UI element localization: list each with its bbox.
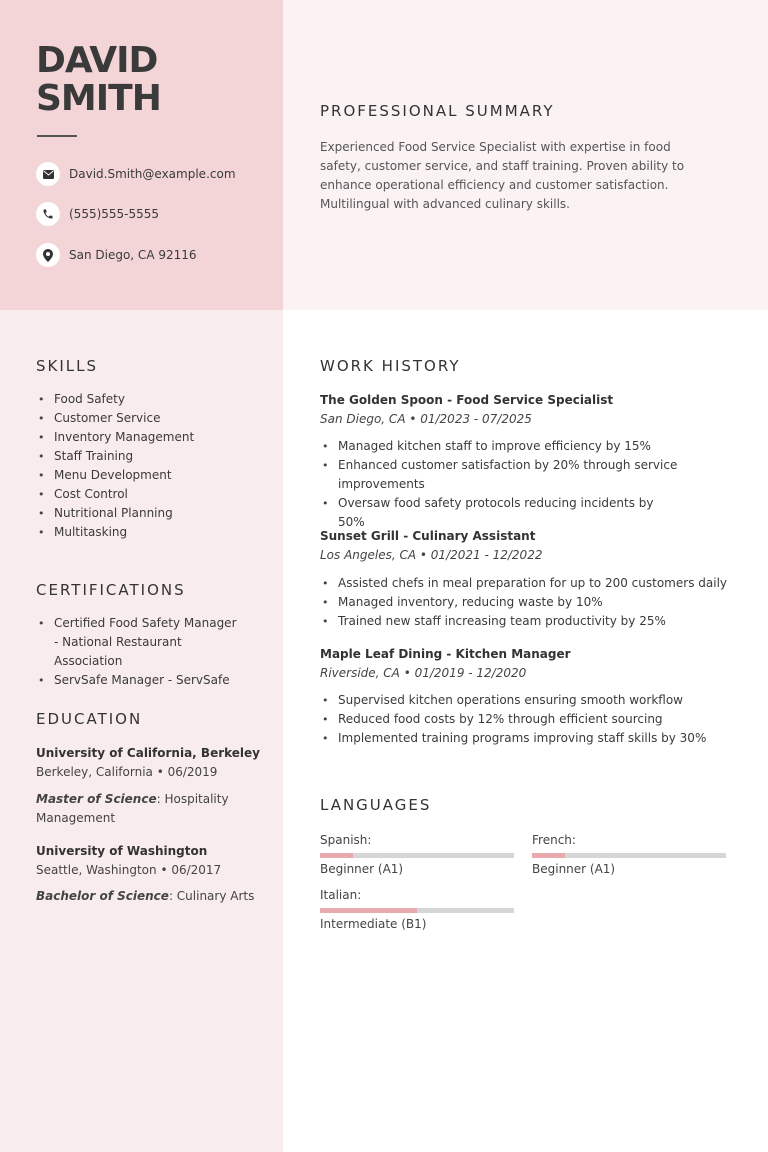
education-degree: Master of Science: Hospitality Management [36, 792, 229, 825]
language-proficiency-bar [320, 853, 514, 858]
list-item: • Reduced food costs by 12% through efficient sourcing [320, 710, 740, 729]
phone-text: (555)555-5555 [69, 207, 160, 221]
degree-name: Master of Science [36, 792, 157, 806]
language-proficiency-fill [320, 908, 417, 913]
name-divider [37, 135, 77, 137]
contact-location [36, 242, 276, 268]
language-proficiency-fill [320, 853, 353, 858]
list-item: • Certified Food Safety Manager - National Restaurant Association [36, 614, 242, 671]
summary-title: PROFESSIONAL SUMMARY [320, 102, 555, 120]
education-title: EDUCATION [36, 710, 143, 728]
job-heading: Sunset Grill - Culinary Assistant [320, 529, 536, 543]
language-level: Intermediate (B1) [320, 917, 427, 931]
summary-text: Experienced Food Service Specialist with expertise in food safety, customer service, and staff training. Proven ability to enhance operational efficiency and customer satisfaction. Multilingual with advanced culinary skills. [320, 140, 685, 211]
language-proficiency-bar [320, 908, 514, 913]
last-name: SMITH [36, 78, 161, 119]
list-item: • Trained new staff increasing team productivity by 25% [320, 612, 740, 631]
degree-name: Bachelor of Science [36, 889, 169, 903]
certifications-list [36, 614, 242, 690]
language-level: Beginner (A1) [532, 862, 616, 876]
list-item: • Cost Control [36, 485, 276, 504]
list-item: • Customer Service [36, 409, 276, 428]
language-proficiency-fill [532, 853, 565, 858]
certifications-title: CERTIFICATIONS [36, 581, 186, 599]
languages-title: LANGUAGES [320, 796, 432, 814]
degree-field: Culinary Arts [176, 889, 255, 903]
list-item: • Managed inventory, reducing waste by 10% [320, 593, 740, 612]
education-school: University of California, Berkeley [36, 746, 260, 760]
job-bullets [320, 574, 740, 631]
location-text: San Diego, CA 92116 [69, 248, 197, 262]
list-item: • Supervised kitchen operations ensuring smooth workflow [320, 691, 740, 710]
list-item: • Multitasking [36, 523, 276, 542]
map-pin-icon [36, 243, 60, 267]
list-item: • ServSafe Manager - ServSafe [36, 671, 242, 690]
job-bullets [320, 437, 680, 532]
contact-email [36, 161, 276, 187]
job-heading: Maple Leaf Dining - Kitchen Manager [320, 647, 571, 661]
list-item: • Enhanced customer satisfaction by 20% through service improvements [320, 456, 680, 494]
candidate-name [36, 42, 161, 118]
contact-phone [36, 201, 276, 227]
list-item: • Implemented training programs improving staff skills by 30% [320, 729, 740, 748]
skills-title: SKILLS [36, 357, 99, 375]
education-school: University of Washington [36, 844, 208, 858]
education-place-date: Berkeley, California • 06/2019 [36, 765, 218, 779]
phone-icon [36, 202, 60, 226]
first-name: DAVID [36, 40, 158, 81]
language-level: Beginner (A1) [320, 862, 404, 876]
list-item: • Oversaw food safety protocols reducing incidents by 50% [320, 494, 680, 532]
language-name: French: [532, 833, 576, 847]
envelope-icon [36, 162, 60, 186]
education-place-date: Seattle, Washington • 06/2017 [36, 863, 222, 877]
job-bullets [320, 691, 740, 748]
list-item: • Managed kitchen staff to improve efficiency by 15% [320, 437, 680, 456]
list-item: • Inventory Management [36, 428, 276, 447]
language-name: Italian: [320, 888, 362, 902]
work-title: WORK HISTORY [320, 357, 461, 375]
education-degree: Bachelor of Science: Culinary Arts [36, 889, 255, 903]
degree-field: Hospitality Management [36, 792, 229, 825]
list-item: • Menu Development [36, 466, 276, 485]
language-name: Spanish: [320, 833, 372, 847]
job-place-date: Los Angeles, CA • 01/2021 - 12/2022 [320, 548, 543, 562]
job-heading: The Golden Spoon - Food Service Specialist [320, 393, 614, 407]
job-place-date: Riverside, CA • 01/2019 - 12/2020 [320, 666, 527, 680]
language-proficiency-bar [532, 853, 726, 858]
job-place-date: San Diego, CA • 01/2023 - 07/2025 [320, 412, 532, 426]
email-text[interactable]: David.Smith@example.com [69, 167, 236, 181]
list-item: • Nutritional Planning [36, 504, 276, 523]
list-item: • Assisted chefs in meal preparation for up to 200 customers daily [320, 574, 740, 593]
skills-list [36, 390, 276, 542]
list-item: • Food Safety [36, 390, 276, 409]
list-item: • Staff Training [36, 447, 276, 466]
